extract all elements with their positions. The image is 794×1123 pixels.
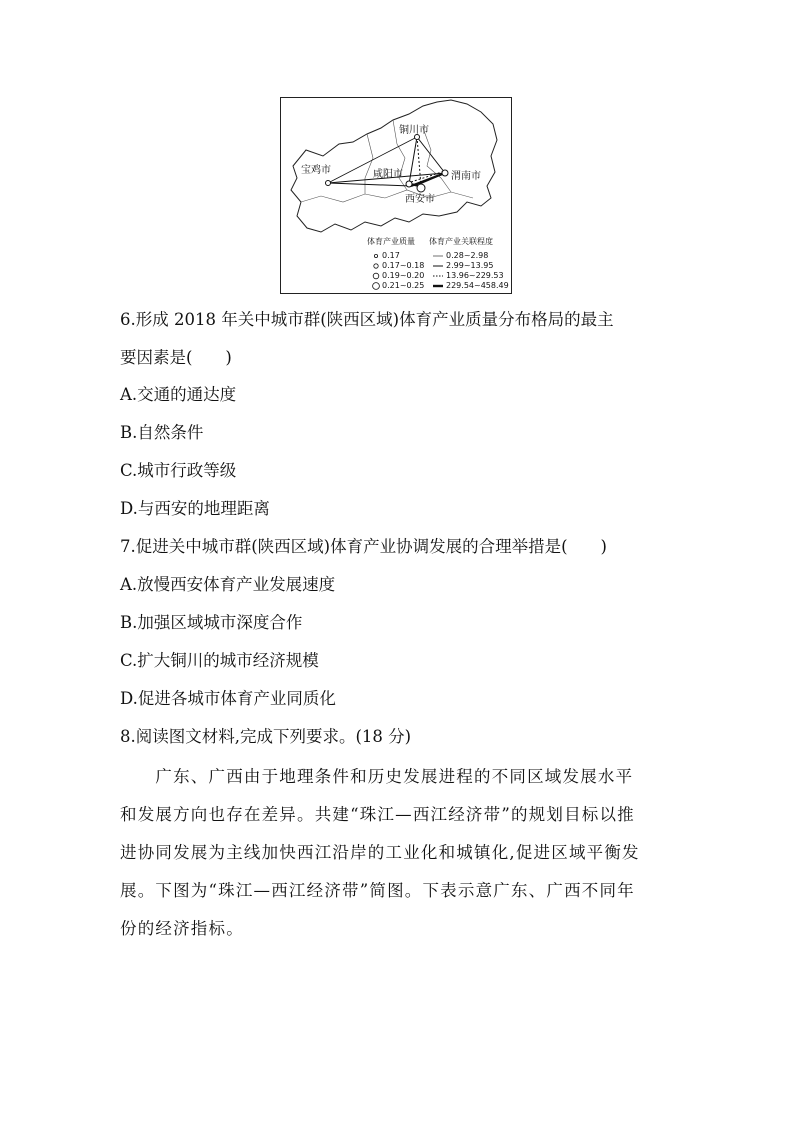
question-7-option-a: A.放慢西安体育产业发展速度 [120, 575, 336, 594]
legend-quality-title: 体育产业质量 [367, 237, 415, 246]
question-6-option-d: D.与西安的地理距离 [120, 499, 270, 518]
question-7-stem: 7.促进关中城市群(陕西区域)体育产业协调发展的合理举措是( ) [120, 537, 607, 556]
legend-quality-item: 0.17~0.18 [382, 261, 425, 270]
question-6-option-a: A.交通的通达度 [120, 385, 237, 404]
internal-boundary [301, 190, 473, 202]
passage-line: 和发展方向也存在差异。共建“珠江—西江经济带”的规划目标以推 [120, 805, 635, 824]
city-label-baoji: 宝鸡市 [301, 165, 331, 176]
question-8-stem: 8.阅读图文材料,完成下列要求。(18 分) [120, 727, 412, 746]
city-label-tongchuan: 铜川市 [399, 125, 429, 136]
city-marker-baoji [326, 181, 331, 186]
map-figure [280, 97, 512, 294]
question-6-stem-line-1: 6.形成 2018 年关中城市群(陕西区域)体育产业质量分布格局的最主 [120, 310, 614, 329]
passage-line: 份的经济指标。 [120, 919, 244, 938]
legend-relation-item: 2.99~13.95 [446, 261, 494, 270]
question-6-option-c: C.城市行政等级 [120, 461, 237, 480]
city-marker-xianyang [406, 181, 412, 187]
legend-relation-item: 0.28~2.98 [446, 251, 489, 260]
internal-boundary [423, 128, 451, 192]
city-marker-weinan [442, 170, 448, 176]
legend-relation-symbols [433, 256, 443, 286]
legend-quality-item: 0.17 [382, 251, 400, 260]
legend-quality-item: 0.21~0.25 [382, 281, 425, 290]
question-6-stem-line-2: 要因素是( ) [120, 348, 232, 367]
legend-quality-symbols [373, 254, 380, 289]
question-7-option-b: B.加强区域城市深度合作 [120, 613, 303, 632]
city-label-weinan: 渭南市 [451, 171, 481, 182]
passage-line: 进协同发展为主线加快西江沿岸的工业化和城镇化,促进区域平衡发 [120, 843, 640, 862]
legend-relation-item: 13.96~229.53 [446, 271, 504, 280]
legend-relation-item: 229.54~458.49 [446, 281, 509, 290]
city-label-xianyang: 咸阳市 [373, 169, 403, 180]
passage-line: 广东、广西由于地理条件和历史发展进程的不同区域发展水平 [120, 767, 634, 786]
city-label-xian: 西安市 [405, 194, 435, 205]
legend-quality-item: 0.19~0.20 [382, 271, 425, 280]
passage-line: 展。下图为“珠江—西江经济带”简图。下表示意广东、广西不同年 [120, 881, 635, 900]
question-6-option-b: B.自然条件 [120, 423, 204, 442]
question-7-option-d: D.促进各城市体育产业同质化 [120, 689, 336, 708]
question-7-option-c: C.扩大铜川的城市经济规模 [120, 651, 319, 670]
legend-relation-title: 体育产业关联程度 [429, 237, 493, 246]
city-marker-xian [417, 184, 425, 192]
